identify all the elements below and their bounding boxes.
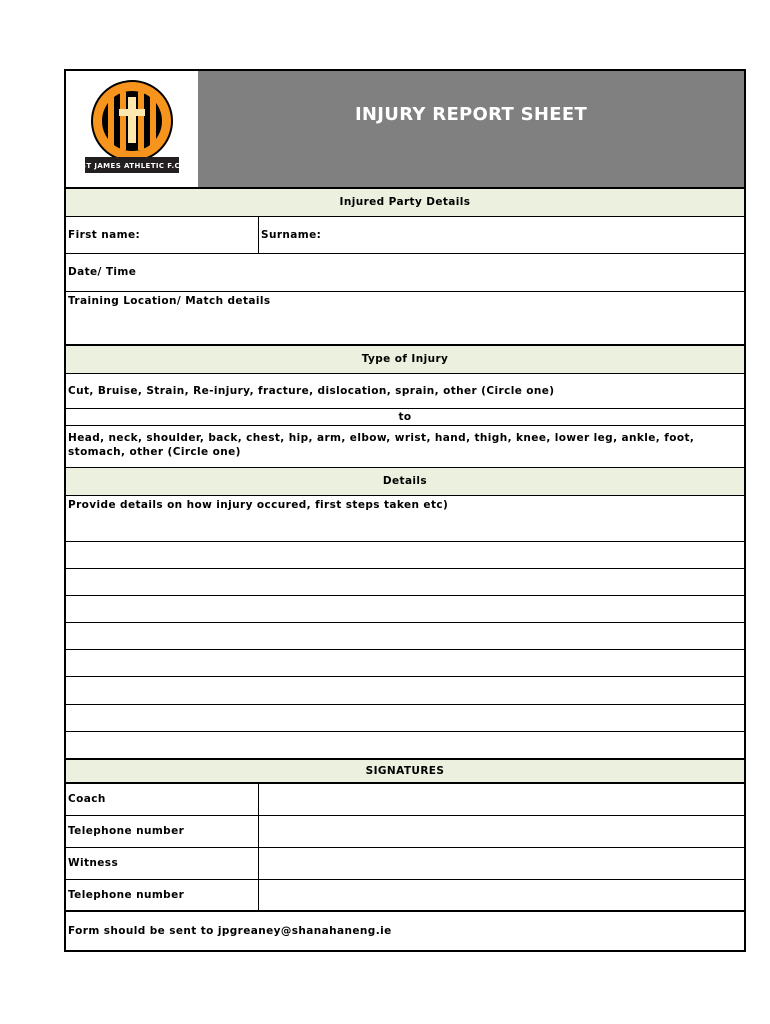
- witness-phone-field[interactable]: [259, 880, 744, 910]
- details-line[interactable]: [66, 596, 744, 623]
- witness-phone-row: [66, 880, 744, 912]
- coach-label-cell: [66, 784, 259, 815]
- section-details: [66, 468, 744, 496]
- injury-report-form: [64, 69, 746, 952]
- details-line[interactable]: [66, 569, 744, 596]
- footer-note: [66, 912, 744, 950]
- details-field[interactable]: [66, 496, 744, 542]
- club-logo: [66, 71, 198, 187]
- first-name-field[interactable]: [66, 217, 259, 253]
- section-title: Injured Party Details: [339, 196, 471, 208]
- injury-types-label: Cut, Bruise, Strain, Re-injury, fracture, dislocation, sprain, other (Circle one): [68, 385, 555, 397]
- witness-phone-label: Telephone number: [68, 889, 185, 901]
- witness-phone-label-cell: [66, 880, 259, 910]
- date-time-label: Date/ Time: [68, 266, 137, 278]
- svg-text:ST JAMES ATHLETIC F.C.: ST JAMES ATHLETIC F.C.: [80, 162, 184, 170]
- section-type-of-injury: [66, 346, 744, 374]
- details-line[interactable]: [66, 542, 744, 569]
- details-line[interactable]: [66, 705, 744, 732]
- details-line[interactable]: [66, 623, 744, 650]
- date-time-field[interactable]: [66, 254, 744, 292]
- section-title: Details: [382, 475, 428, 487]
- coach-row: [66, 784, 744, 816]
- details-line[interactable]: [66, 732, 744, 760]
- first-name-label: First name:: [68, 229, 141, 241]
- training-location-field[interactable]: [66, 292, 744, 346]
- details-line[interactable]: [66, 677, 744, 705]
- name-row: [66, 217, 744, 254]
- section-injured-party: [66, 189, 744, 217]
- coach-signature-field[interactable]: [259, 784, 744, 815]
- coach-label: Coach: [68, 793, 106, 805]
- form-header: [66, 71, 744, 189]
- club-crest-icon: [77, 79, 187, 179]
- coach-phone-label: Telephone number: [68, 825, 185, 837]
- witness-label-cell: [66, 848, 259, 879]
- coach-phone-row: [66, 816, 744, 848]
- coach-phone-field[interactable]: [259, 816, 744, 847]
- surname-label: Surname:: [261, 229, 322, 241]
- body-part-field[interactable]: [66, 426, 744, 468]
- to-row: [66, 409, 744, 426]
- details-line[interactable]: [66, 650, 744, 677]
- witness-row: [66, 848, 744, 880]
- coach-phone-label-cell: [66, 816, 259, 847]
- surname-field[interactable]: [259, 217, 744, 253]
- section-title: SIGNATURES: [365, 765, 445, 777]
- footer-text: Form should be sent to jpgreaney@shanahaneng.ie: [68, 925, 392, 937]
- section-title: Type of Injury: [361, 353, 449, 365]
- training-location-label: Training Location/ Match details: [68, 295, 271, 307]
- details-prompt-label: Provide details on how injury occured, first steps taken etc): [68, 499, 449, 511]
- witness-label: Witness: [68, 857, 119, 869]
- to-label: to: [398, 411, 412, 423]
- section-signatures: [66, 760, 744, 784]
- body-parts-label: Head, neck, shoulder, back, chest, hip, arm, elbow, wrist, hand, thigh, knee, lower leg, ankle, foot, stomach, other (Circle one): [68, 432, 695, 458]
- page-title: INJURY REPORT SHEET: [354, 104, 588, 125]
- injury-type-field[interactable]: [66, 374, 744, 409]
- witness-signature-field[interactable]: [259, 848, 744, 879]
